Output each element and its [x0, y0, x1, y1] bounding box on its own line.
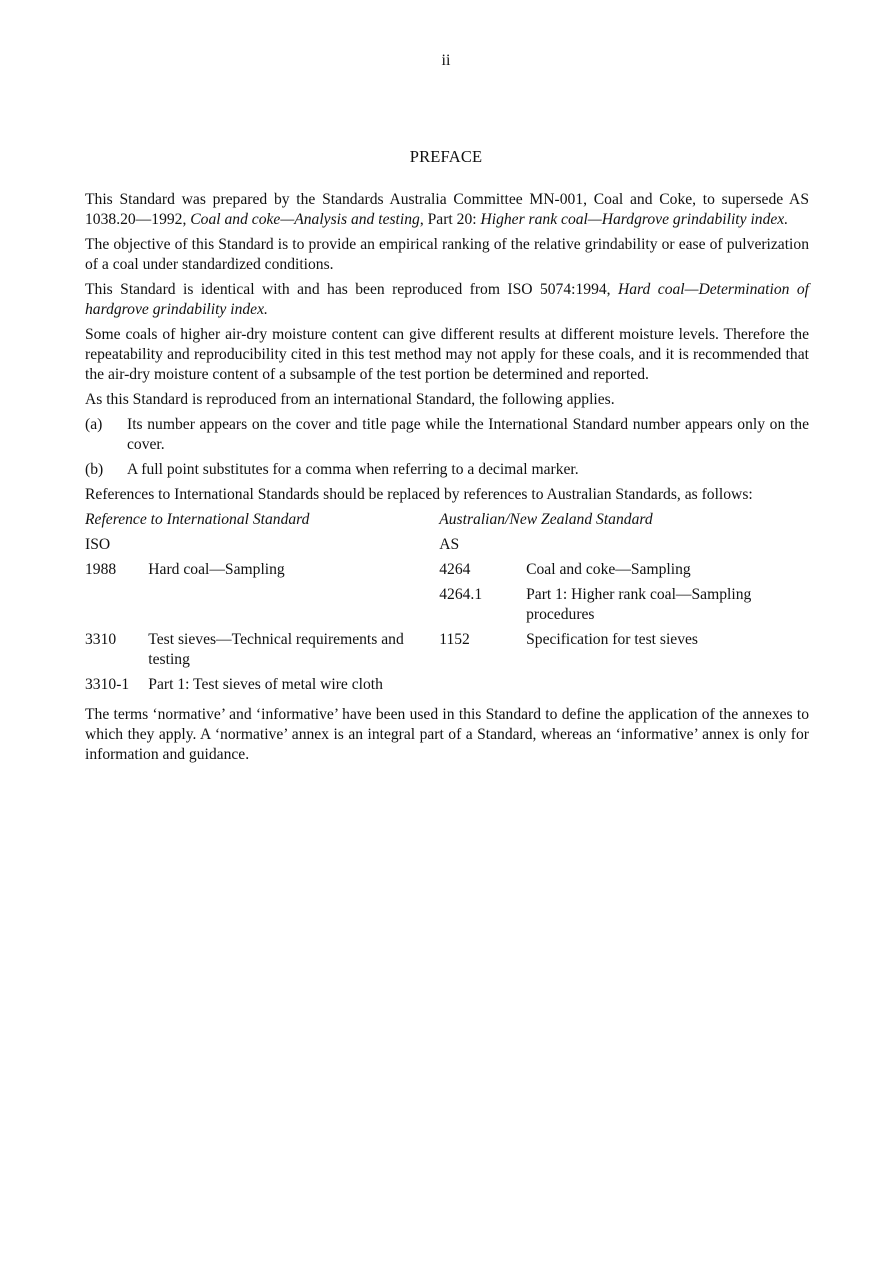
paragraph-references: References to International Standards should be replaced by references to Australian Standards, as follows:: [85, 486, 753, 503]
paragraph-identical: [85, 280, 809, 320]
reference-table: [85, 510, 809, 700]
as-title: Specification for test sieves: [526, 631, 699, 648]
list-item-label: (b): [85, 461, 104, 478]
text-run: This Standard is identical with and has been reproduced from ISO 5074:1994,: [85, 281, 618, 298]
list-item: [85, 460, 809, 480]
iso-number: [85, 585, 148, 630]
list-item-label: (a): [85, 416, 103, 433]
italic-text-run: Higher rank coal—Hardgrove grindability index.: [480, 211, 789, 228]
text-run: , Part 20:: [419, 211, 481, 228]
as-number: 4264.1: [439, 586, 483, 603]
italic-text-run: Coal and coke—Analysis and testing: [190, 211, 420, 228]
italic-text-run: Hard coal—Determination of hardgrove grindability index.: [85, 281, 809, 318]
as-number: 1152: [439, 631, 470, 648]
iso-title: Hard coal—Sampling: [148, 561, 285, 578]
as-title: [526, 675, 809, 700]
page-number: ii: [441, 52, 451, 69]
paragraph-applies: As this Standard is reproduced from an international Standard, the following applies.: [85, 391, 615, 408]
table-row: [85, 630, 809, 675]
header-australian: Australian/New Zealand Standard: [439, 511, 653, 528]
table-row: [85, 675, 809, 700]
text-run: This Standard was prepared by the Standards Australia Committee MN-001, Coal and Coke, to supersede AS 1038.20—1992,: [85, 191, 809, 228]
paragraph-annexes: The terms ‘normative’ and ‘informative’ have been used in this Standard to define the application of the annexes to which they apply. A ‘normative’ annex is an integral part of a Standard, whereas an ‘informative’ annex is only for information and guidance.: [85, 706, 809, 763]
preface-body: [85, 190, 809, 770]
iso-number: 1988: [85, 561, 117, 578]
as-prefix: AS: [439, 536, 460, 553]
iso-prefix: ISO: [85, 536, 111, 553]
iso-title: Test sieves—Technical requirements and testing: [148, 631, 404, 668]
iso-title: Part 1: Test sieves of metal wire cloth: [148, 676, 383, 693]
paragraph-objective: The objective of this Standard is to provide an empirical ranking of the relative grindability or ease of pulverization of a coal under standardized conditions.: [85, 236, 809, 273]
as-title: Part 1: Higher rank coal—Sampling procedures: [526, 586, 752, 623]
list-item: [85, 415, 809, 455]
as-number: [439, 675, 526, 700]
as-number: 4264: [439, 561, 471, 578]
paragraph-moisture: Some coals of higher air-dry moisture content can give different results at different moisture levels. Therefore the repeatability and reproducibility cited in this test method may not apply for these coals, and it is recommended that the air-dry moisture content of a subsample of the test portion be determined and reported.: [85, 326, 809, 383]
iso-number: 3310-1: [85, 676, 130, 693]
table-row: [85, 560, 809, 585]
table-prefix-row: [85, 535, 809, 560]
paragraph-committee: [85, 190, 809, 230]
page-title: PREFACE: [409, 147, 483, 166]
as-title: Coal and coke—Sampling: [526, 561, 691, 578]
iso-title: [148, 585, 439, 630]
iso-number: 3310: [85, 631, 117, 648]
header-international: Reference to International Standard: [85, 511, 310, 528]
table-row: [85, 585, 809, 630]
list-item-text: A full point substitutes for a comma when referring to a decimal marker.: [127, 461, 579, 478]
list-item-text: Its number appears on the cover and title page while the International Standard number appears only on the cover.: [127, 416, 809, 453]
table-header-row: [85, 510, 809, 535]
